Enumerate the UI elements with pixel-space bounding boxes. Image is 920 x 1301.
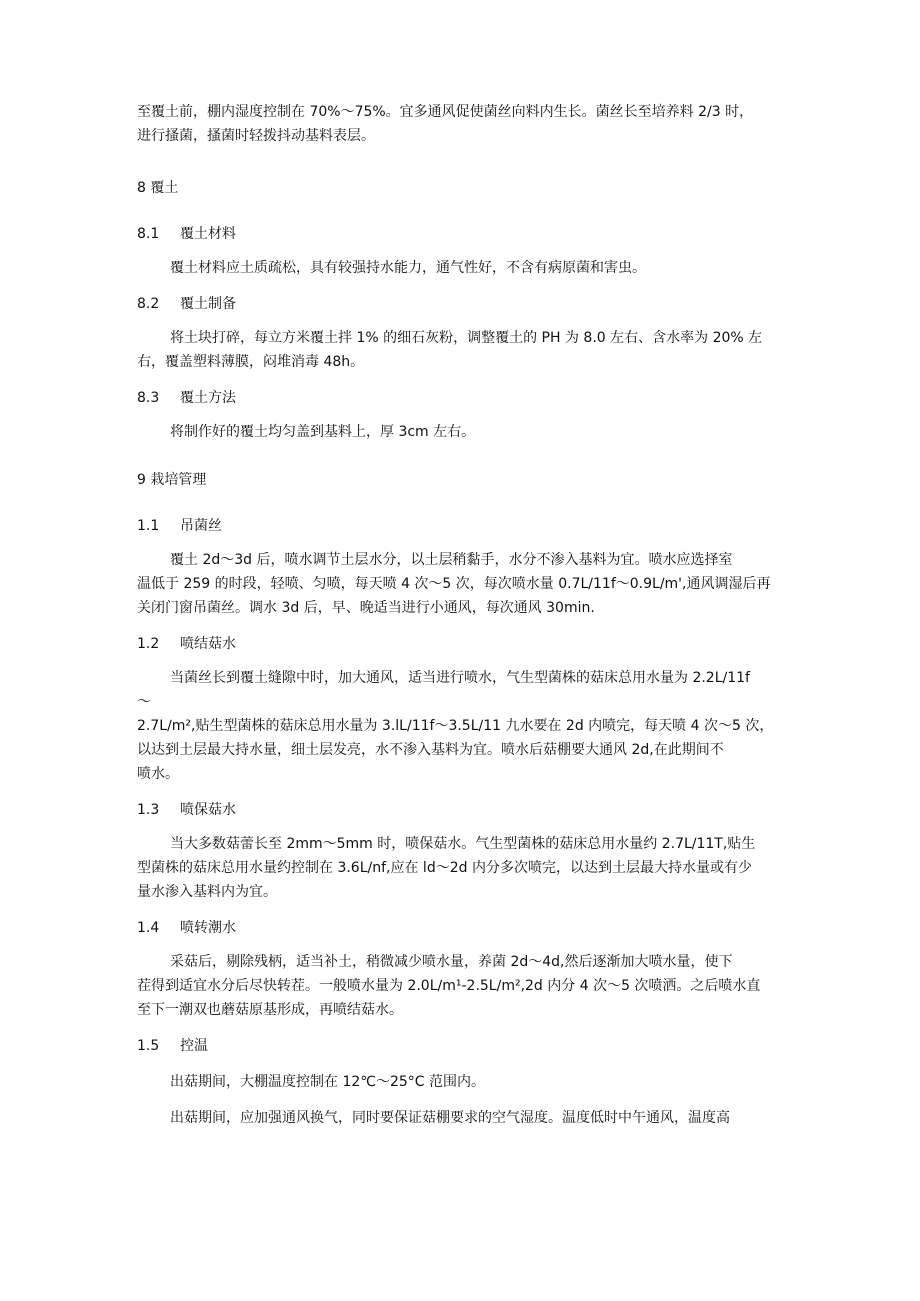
- section-9-5-title: 控温: [180, 1038, 208, 1054]
- section-9-2-line-5: 喷水。: [137, 766, 179, 782]
- section-8-3-line-1: 将制作好的覆土均匀盖到基料上，厚 3cm 左右。: [170, 424, 476, 440]
- section-9-3-line-1: 当大多数菇蕾长至 2mm～5mm 时，喷保菇水。气生型菌株的菇床总用水量约 2.7L∕11T,贴生: [170, 836, 756, 852]
- section-9-4-line-2: 茬得到适宜水分后尽快转茬。一般喷水量为 2.0L∕m¹-2.5L∕m²,2d 内分 4 次～5 次喷洒。之后喷水直: [137, 978, 761, 994]
- section-9-2-line-3: 2.7L∕m²,贴生型菌株的菇床总用水量为 3.lL∕11f～3.5L∕11 九水要在 2d 内喷完，每天喷 4 次～5 次，: [137, 718, 774, 734]
- section-9-1-number: 1.1: [137, 518, 160, 534]
- section-9-1-line-1: 覆土 2d～3d 后，喷水调节土层水分，以土层稍黏手，水分不渗入基料为宜。喷水应选择室: [170, 552, 733, 568]
- section-9-4-line-1: 采菇后，剔除残柄，适当补土，稍微减少喷水量，养菌 2d～4d,然后逐渐加大喷水量，使下: [170, 954, 733, 970]
- section-9-3-title: 喷保菇水: [180, 802, 236, 818]
- section-9-2-title: 喷结菇水: [180, 636, 236, 652]
- section-9-title: 9 栽培管理: [137, 472, 207, 488]
- intro-line-1: 至覆土前，棚内湿度控制在 70%～75%。宜多通风促使菌丝向料内生长。菌丝长至培养料 2/3 时，: [137, 104, 754, 120]
- section-9-4-number: 1.4: [137, 920, 160, 936]
- intro-line-2: 进行搔菌，搔菌时轻拨抖动基料表层。: [137, 128, 375, 144]
- section-9-4-line-3: 至下一潮双也蘑菇原基形成，再喷结菇水。: [137, 1002, 403, 1018]
- section-9-2-line-1: 当菌丝长到覆土缝隙中时，加大通风，适当进行喷水，气生型菌株的菇床总用水量为 2.2L∕11f: [170, 670, 750, 686]
- section-8-title: 8 覆土: [137, 180, 179, 196]
- section-9-3-line-2: 型菌株的菇床总用水量约控制在 3.6L∕nf,应在 ld～2d 内分多次喷完，以达到土层最大持水量或有少: [137, 860, 752, 876]
- section-8-3-title: 覆土方法: [180, 390, 236, 406]
- section-9-2-number: 1.2: [137, 636, 160, 652]
- section-9-5-line-2: 出菇期间，应加强通风换气，同时要保证菇棚要求的空气湿度。温度低时中午通风，温度高: [170, 1110, 730, 1126]
- section-8-2-line-2: 右，覆盖塑料薄膜，闷堆消毒 48h。: [137, 354, 365, 370]
- section-9-3-number: 1.3: [137, 802, 160, 818]
- section-9-5-line-1: 出菇期间，大棚温度控制在 12℃～25°C 范围内。: [170, 1074, 486, 1090]
- section-9-2-line-4: 以达到土层最大持水量，细土层发亮，水不渗入基料为宜。喷水后菇棚要大通风 2d,在此期间不: [137, 742, 724, 758]
- section-8-3-number: 8.3: [137, 390, 160, 406]
- section-9-3-line-3: 量水渗入基料内为宜。: [137, 884, 277, 900]
- section-9-2-line-2: ～: [137, 694, 151, 710]
- section-9-1-title: 吊菌丝: [180, 518, 222, 534]
- section-8-2-title: 覆土制备: [180, 296, 236, 312]
- section-8-2-number: 8.2: [137, 296, 160, 312]
- section-8-1-title: 覆土材料: [180, 226, 236, 242]
- section-9-1-line-3: 关闭门窗吊菌丝。调水 3d 后，早、晚适当进行小通风，每次通风 30min.: [137, 600, 595, 616]
- section-8-2-line-1: 将土块打碎，每立方米覆土拌 1% 的细石灰粉，调整覆土的 PH 为 8.0 左右、含水率为 20% 左: [170, 330, 763, 346]
- section-9-5-number: 1.5: [137, 1038, 160, 1054]
- section-8-1-line-1: 覆土材料应土质疏松，具有较强持水能力，通气性好，不含有病原菌和害虫。: [170, 260, 646, 276]
- section-9-4-title: 喷转潮水: [180, 920, 236, 936]
- section-8-1-number: 8.1: [137, 226, 160, 242]
- section-9-1-line-2: 温低于 259 的时段，轻喷、匀喷，每天喷 4 次～5 次，每次喷水量 0.7L∕11f～0.9L∕m',通风调湿后再: [137, 576, 771, 592]
